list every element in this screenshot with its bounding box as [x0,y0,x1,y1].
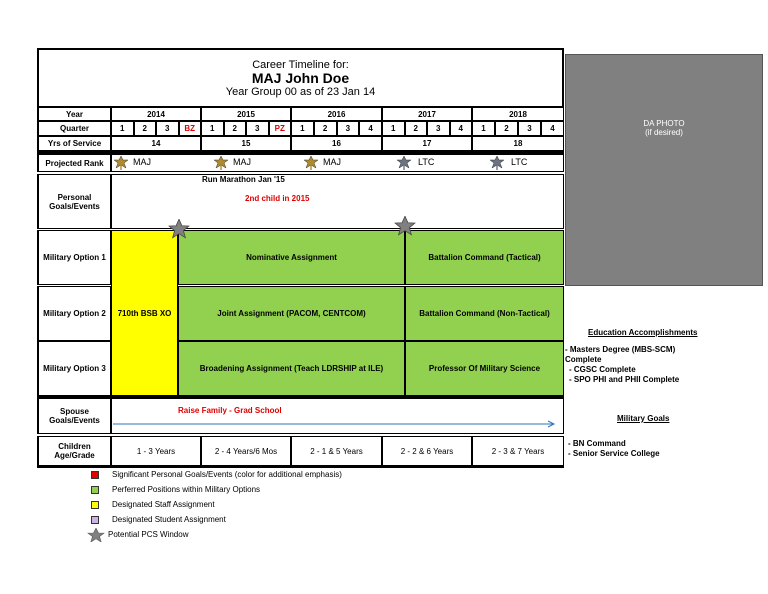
quarter-cell: PZ [269,121,292,136]
legend-item [88,512,342,527]
star-icon [86,528,106,542]
timeline-arrow-icon [113,419,563,429]
gold-oak-leaf-icon [113,156,129,170]
green-swatch [91,486,99,494]
photo-sublabel: (if desired) [645,128,683,137]
year-cell: 2015 [201,107,291,121]
goal-item: - BN Command [568,439,626,448]
row-label-opt2: Military Option 2 [37,286,111,341]
pcs-window-star-icon [394,216,416,236]
year-group: Year Group 00 as of 23 Jan 14 [225,86,376,98]
goal-item: - Senior Service College [568,449,660,458]
year-cell: 2017 [382,107,472,121]
silver-oak-leaf-icon [396,156,412,170]
service-year-cell: 18 [472,136,564,151]
rank-label: MAJ [233,157,251,167]
education-list [565,345,679,385]
quarter-cell: 3 [518,121,541,136]
pcs-window-star-icon [168,219,190,239]
military-goals-title: Military Goals [617,414,670,423]
silver-oak-leaf-icon [489,156,505,170]
quarter-cell: 2 [314,121,337,136]
da-photo-placeholder [565,54,763,286]
child-age-cell: 1 - 3 Years [111,436,201,466]
rank-label: LTC [418,157,435,167]
photo-label: DA PHOTO [643,119,685,128]
quarter-cell: 2 [224,121,247,136]
yellow-swatch [91,501,99,509]
quarter-cell: 2 [495,121,518,136]
row-divider [37,396,564,398]
quarter-cell: 1 [291,121,314,136]
title-line1: Career Timeline for: [252,59,349,71]
preferred-position: Battalion Command (Tactical) [405,230,564,285]
quarter-cell: 1 [472,121,495,136]
row-label-opt3: Military Option 3 [37,341,111,396]
row-label-spouse: Spouse Goals/Events [37,398,111,434]
education-item: - SPO PHI and PHII Complete [569,375,680,384]
legend-label: Perferred Positions within Military Options [112,485,261,494]
quarter-cell: 3 [246,121,269,136]
year-cell: 2018 [472,107,564,121]
education-item: Complete [565,355,602,364]
preferred-position: Broadening Assignment (Teach LDRSHIP at ILE) [178,341,405,396]
legend-label: Designated Staff Assignment [112,500,215,509]
quarter-cell: 1 [201,121,224,136]
preferred-position: Joint Assignment (PACOM, CENTCOM) [178,286,405,341]
child-event: 2nd child in 2015 [245,194,310,203]
year-cell: 2016 [291,107,382,121]
rank-label: MAJ [323,157,341,167]
rank-label: MAJ [133,157,151,167]
preferred-position: Battalion Command (Non-Tactical) [405,286,564,341]
legend-label: Designated Student Assignment [112,515,226,524]
military-goals-list [568,439,660,459]
legend-label: Significant Personal Goals/Events (color for additional emphasis) [112,470,342,479]
row-label-quarter: Quarter [37,121,111,136]
quarter-cell: 4 [359,121,382,136]
row-label-yrs-service: Yrs of Service [37,136,111,151]
preferred-position: Professor Of Military Science [405,341,564,396]
education-title: Education Accomplishments [588,328,698,337]
legend-item [88,527,342,542]
quarter-cell: 3 [337,121,360,136]
preferred-position: Nominative Assignment [178,230,405,285]
marathon-event: Run Marathon Jan '15 [202,175,285,184]
child-age-cell: 2 - 4 Years/6 Mos [201,436,291,466]
officer-name: MAJ John Doe [251,70,350,86]
service-year-cell: 16 [291,136,382,151]
child-age-cell: 2 - 3 & 7 Years [472,436,564,466]
legend-item [88,467,342,482]
row-label-personal: Personal Goals/Events [37,174,111,229]
child-age-cell: 2 - 1 & 5 Years [291,436,382,466]
education-item: - CGSC Complete [569,365,636,374]
quarter-cell: 2 [134,121,157,136]
quarter-cell: 3 [156,121,179,136]
purple-swatch [91,516,99,524]
row-label-opt1: Military Option 1 [37,230,111,285]
quarter-cell: 1 [382,121,405,136]
row-label-year: Year [37,107,111,121]
child-age-cell: 2 - 2 & 6 Years [382,436,472,466]
service-year-cell: 14 [111,136,201,151]
quarter-cell: 1 [111,121,134,136]
quarter-cell: 4 [541,121,564,136]
legend-label: Potential PCS Window [108,530,189,539]
gold-oak-leaf-icon [213,156,229,170]
row-label-children: Children Age/Grade [37,436,111,466]
service-year-cell: 17 [382,136,472,151]
education-item: - Masters Degree (MBS-SCM) [565,345,676,354]
staff-assignment: 710th BSB XO [111,230,178,396]
legend-item [88,482,342,497]
quarter-cell: BZ [179,121,202,136]
row-label-projected-rank: Projected Rank [37,154,111,172]
quarter-cell: 3 [427,121,450,136]
rank-label: LTC [511,157,528,167]
legend [88,467,342,542]
red-swatch [91,471,99,479]
gold-oak-leaf-icon [303,156,319,170]
quarter-cell: 2 [405,121,428,136]
year-cell: 2014 [111,107,201,121]
service-year-cell: 15 [201,136,291,151]
spouse-event: Raise Family - Grad School [178,406,282,415]
legend-item [88,497,342,512]
quarter-cell: 4 [450,121,473,136]
title-box [37,48,564,107]
